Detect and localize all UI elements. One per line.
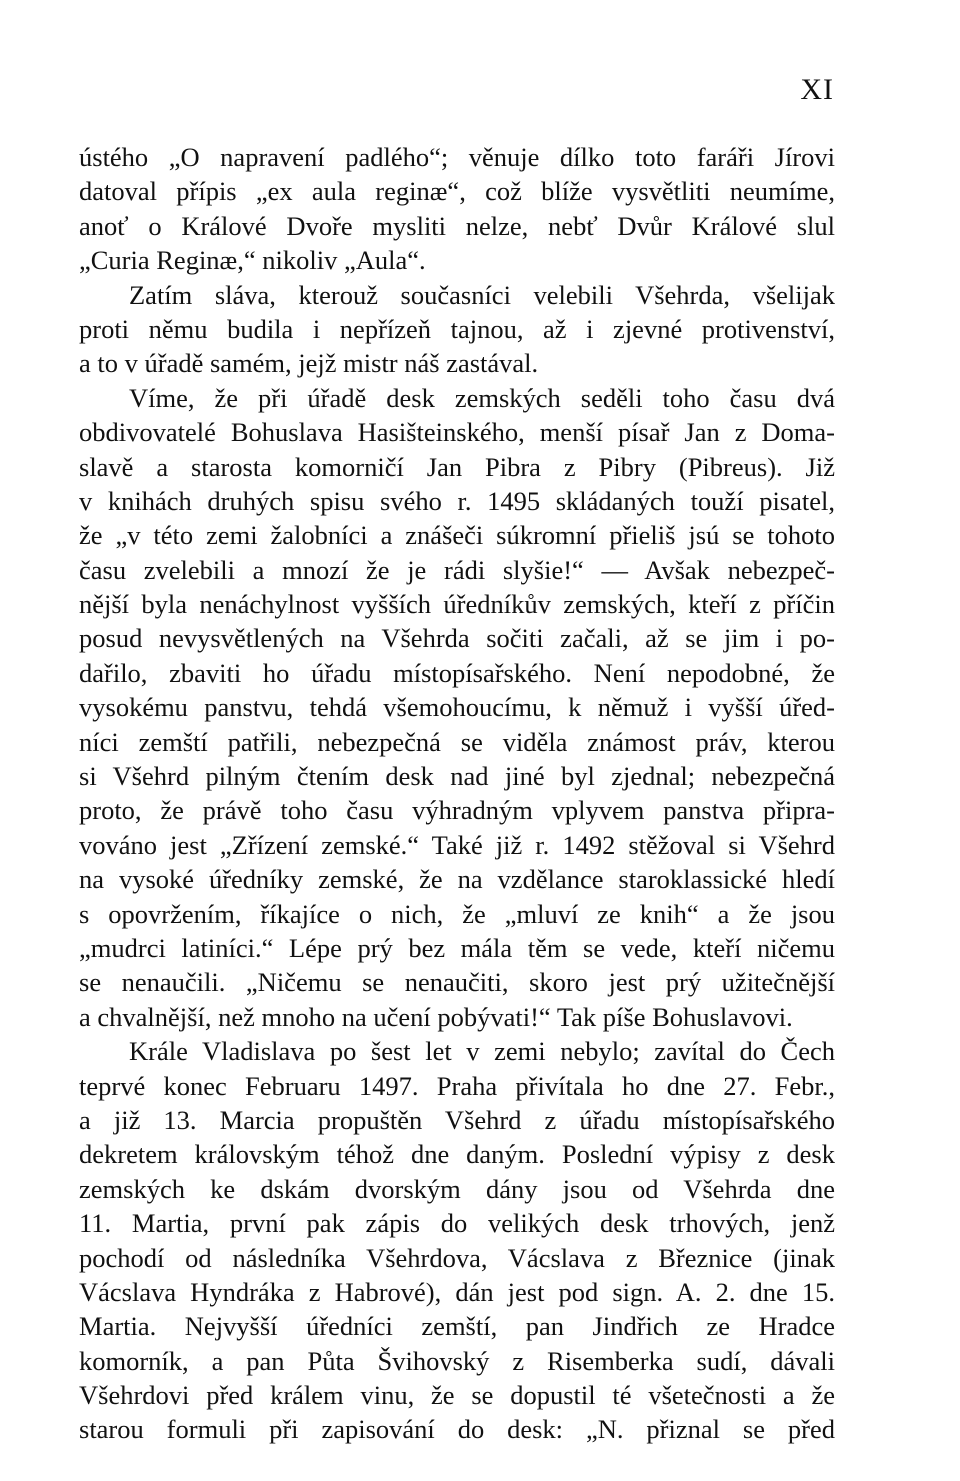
- text-line: teprvé konec Februaru 1497. Praha přivítala ho dne 27. Febr.,: [79, 1070, 835, 1101]
- text-line: zemských ke dskám dvorským dány jsou od Všehrda dne: [79, 1173, 835, 1204]
- text-line: dařilo, zbaviti ho úřadu místopísařského. Není nepodobné, že: [79, 657, 835, 688]
- text-line: komorník, a pan Půta Švihovský z Risemberka sudí, dávali: [79, 1345, 835, 1376]
- text-line: Všehrdovi před králem vinu, že se dopustil té všetečnosti a že: [79, 1380, 835, 1411]
- text-line: slavě a starosta komorničí Jan Pibra z Pibry (Pibreus). Již: [79, 451, 835, 482]
- text-line: vysokému panstvu, tehdá všemohoucímu, k němuž i vyšší úřed-: [79, 692, 835, 723]
- text-line: „mudrci latiníci.“ Lépe prý bez mála těm se vede, kteří ničemu: [79, 932, 835, 963]
- text-line: starou formuli při zapisování do desk: „N. přiznal se před: [79, 1414, 835, 1445]
- text-line: proto, že právě toho času výhradným vplyvem panstva připra-: [79, 795, 835, 826]
- text-line: času zvelebili a mnozí že je rádi slyšie!“ — Avšak nebezpeč-: [79, 554, 835, 585]
- text-line: a to v úřadě samém, jejž mistr náš zastával.: [79, 348, 539, 379]
- page-number: XI: [800, 73, 834, 106]
- text-line: s opovržením, říkajíce o nich, že „mluví ze knih“ a že jsou: [79, 898, 835, 929]
- text-line: „Curia Reginæ,“ nikoliv „Aula“.: [79, 245, 426, 276]
- text-line: nější byla nenáchylnost vyšších úředníkův zemských, kteří z příčin: [79, 589, 835, 620]
- text-line: a již 13. Marcia propuštěn Všehrd z úřadu místopísařského: [79, 1104, 835, 1135]
- text-line: anoť o Králové Dvoře mysliti nelze, nebť Dvůr Králové slul: [79, 210, 835, 241]
- text-line: níci zemští patřili, nebezpečná se viděla známost práv, kterou: [79, 726, 835, 757]
- text-line: Víme, že při úřadě desk zemských seděli toho času dvá: [129, 382, 835, 413]
- text-line: na vysoké úředníky zemské, že na vzdělance staroklassické hledí: [79, 864, 835, 895]
- text-line: proti němu budila i nepřízeň tajnou, až i zjevné protivenství,: [79, 313, 835, 344]
- text-line: a chvalnější, než mnoho na učení pobývati!“ Tak píše Bohuslavovi.: [79, 1001, 793, 1032]
- text-line: Krále Vladislava po šest let v zemi nebylo; zavítal do Čech: [129, 1036, 835, 1067]
- text-line: Vácslava Hyndráka z Habrové), dán jest pod sign. A. 2. dne 15.: [79, 1276, 835, 1307]
- text-line: v knihách druhých spisu svého r. 1495 skládaných touží pisatel,: [79, 485, 835, 516]
- text-line: pochodí od následníka Všehrdova, Vácslava z Březnice (jinak: [79, 1242, 835, 1273]
- text-line: ústého „O napravení padlého“; věnuje dílko toto faráři Jírovi: [79, 142, 835, 172]
- text-line: že „v této zemi žalobníci a znášeči súkromní přieliš jsú se tohoto: [79, 520, 835, 551]
- text-line: obdivovatelé Bohuslava Hasišteinského, menší písař Jan z Doma-: [79, 417, 835, 448]
- text-line: si Všehrd pilným čtením desk nad jiné byl zjednal; nebezpečná: [79, 761, 835, 792]
- text-line: vováno jest „Zřízení zemské.“ Také již r. 1492 stěžoval si Všehrd: [79, 829, 835, 860]
- text-line: Zatím sláva, kterouž současníci velebili Všehrda, všelijak: [129, 279, 835, 310]
- body-text: [79, 140, 835, 1447]
- text-line: se nenaučili. „Ničemu se nenaučiti, skoro jest prý užitečnější: [79, 967, 835, 998]
- text-line: dekretem královským téhož dne daným. Poslední výpisy z desk: [79, 1139, 835, 1170]
- text-line: Martia. Nejvyšší úředníci zemští, pan Jindřich ze Hradce: [79, 1311, 835, 1342]
- text-line: datoval přípis „ex aula reginæ“, což blíže vysvětliti neumíme,: [79, 176, 835, 207]
- text-line: 11. Martia, první pak zápis do velikých desk trhových, jenž: [79, 1208, 835, 1239]
- text-line: posud nevysvětlených na Všehrda sočiti začali, až se jim i po-: [79, 623, 835, 654]
